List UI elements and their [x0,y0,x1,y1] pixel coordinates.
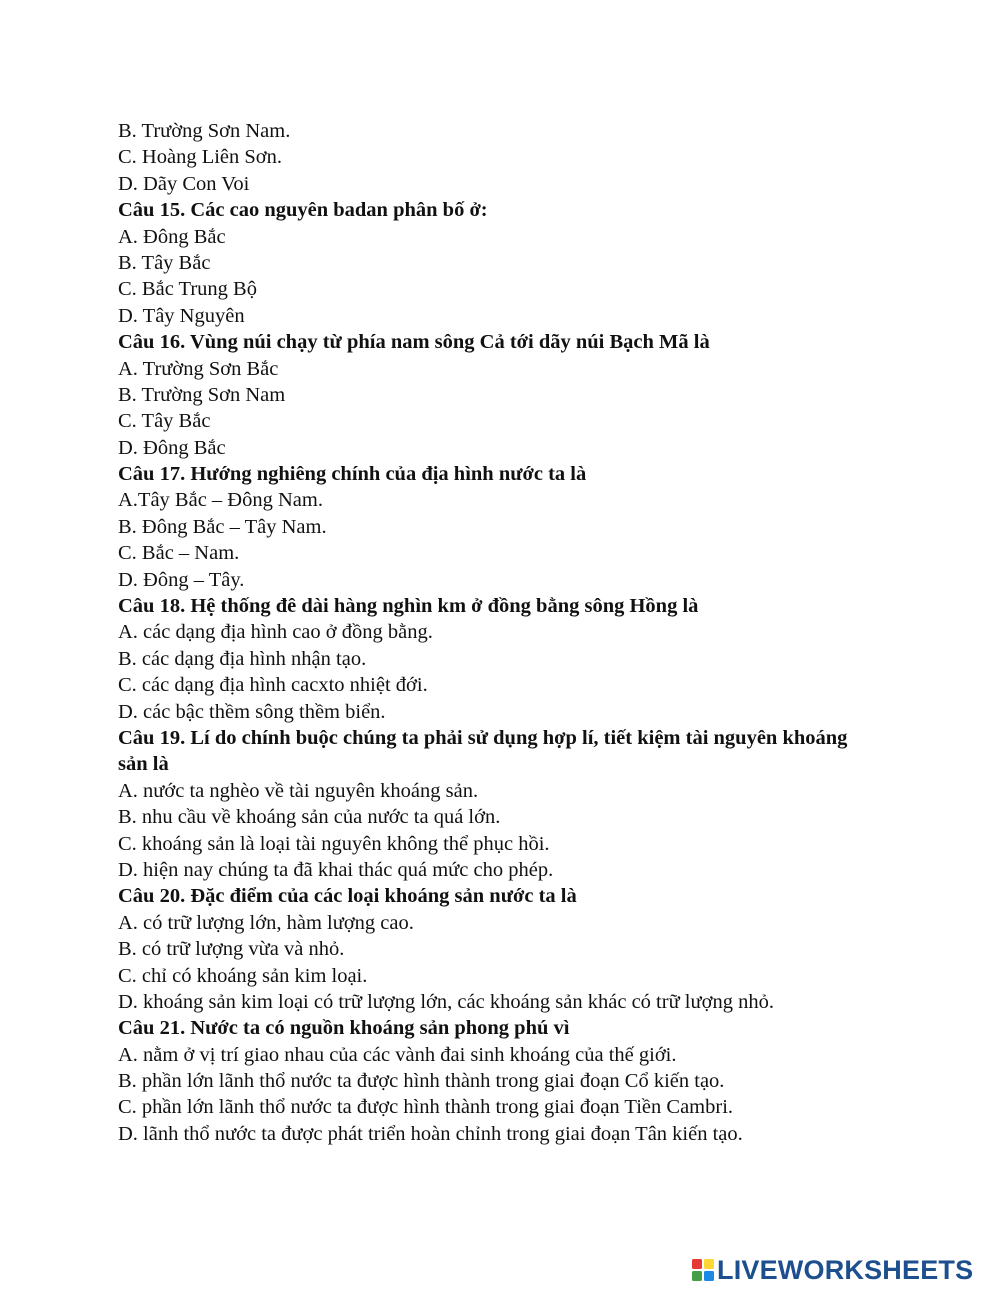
answer-option: D. khoáng sản kim loại có trữ lượng lớn, các khoáng sản khác có trữ lượng nhỏ. [118,990,774,1013]
answer-option: D. Tây Nguyên [118,304,245,327]
answer-option: C. Hoàng Liên Sơn. [118,146,283,169]
answer-option: A. nước ta nghèo về tài nguyên khoáng sản. [118,779,479,802]
question-heading: Câu 18. Hệ thống đê dài hàng nghìn km ở đồng bằng sông Hồng là [118,595,699,618]
answer-option: B. có trữ lượng vừa và nhỏ. [118,938,345,961]
answer-option: B. Trường Sơn Nam. [118,120,291,142]
question-heading: Câu 20. Đặc điểm của các loại khoáng sản nước ta là [118,885,577,908]
question-heading: Câu 16. Vùng núi chạy từ phía nam sông Cả tới dãy núi Bạch Mã là [118,331,710,354]
answer-option: A. có trữ lượng lớn, hàm lượng cao. [118,911,414,934]
answer-option: C. Bắc – Nam. [118,542,240,565]
answer-option: B. các dạng địa hình nhận tạo. [118,647,367,670]
answer-option: A. các dạng địa hình cao ở đồng bằng. [118,621,433,644]
answer-option: A. Đông Bắc [118,225,226,248]
answer-option: B. phần lớn lãnh thổ nước ta được hình thành trong giai đoạn Cổ kiến tạo. [118,1070,725,1093]
answer-option: B. Tây Bắc [118,251,211,274]
answer-option: A. nằm ở vị trí giao nhau của các vành đai sinh khoáng của thế giới. [118,1043,677,1066]
answer-option: C. phần lớn lãnh thổ nước ta được hình thành trong giai đoạn Tiền Cambri. [118,1096,734,1119]
answer-option: C. Bắc Trung Bộ [118,278,257,301]
question-heading: Câu 21. Nước ta có nguồn khoáng sản phong phú vì [118,1017,570,1040]
answer-option: D. lãnh thổ nước ta được phát triển hoàn chỉnh trong giai đoạn Tân kiến tạo. [118,1122,743,1145]
answer-option: A. Trường Sơn Bắc [118,357,279,380]
liveworksheets-logo-icon [692,1259,714,1281]
answer-option: B. Trường Sơn Nam [118,383,286,406]
answer-option: C. các dạng địa hình cacxto nhiệt đới. [118,674,428,697]
question-heading: Câu 17. Hướng nghiêng chính của địa hình nước ta là [118,463,587,486]
answer-option: C. chỉ có khoáng sản kim loại. [118,964,368,987]
liveworksheets-brand [692,1254,973,1286]
answer-option: C. Tây Bắc [118,410,211,433]
answer-option: C. khoáng sản là loại tài nguyên không thể phục hồi. [118,832,550,855]
worksheet-content [118,118,978,1147]
answer-option: D. Dãy Con Voi [118,172,250,195]
answer-option: D. Đông – Tây. [118,568,245,591]
answer-option: B. Đông Bắc – Tây Nam. [118,515,327,538]
question-heading: Câu 15. Các cao nguyên badan phân bố ở: [118,199,488,222]
brand-name: LIVEWORKSHEETS [717,1254,974,1285]
answer-option: B. nhu cầu về khoáng sản của nước ta quá lớn. [118,806,501,829]
answer-option: D. các bậc thềm sông thềm biển. [118,700,386,723]
answer-option: D. Đông Bắc [118,436,226,459]
answer-option: A.Tây Bắc – Đông Nam. [118,489,323,512]
question-heading: Câu 19. Lí do chính buộc chúng ta phải sử dụng hợp lí, tiết kiệm tài nguyên khoáng sản là [118,726,848,776]
answer-option: D. hiện nay chúng ta đã khai thác quá mức cho phép. [118,858,554,881]
